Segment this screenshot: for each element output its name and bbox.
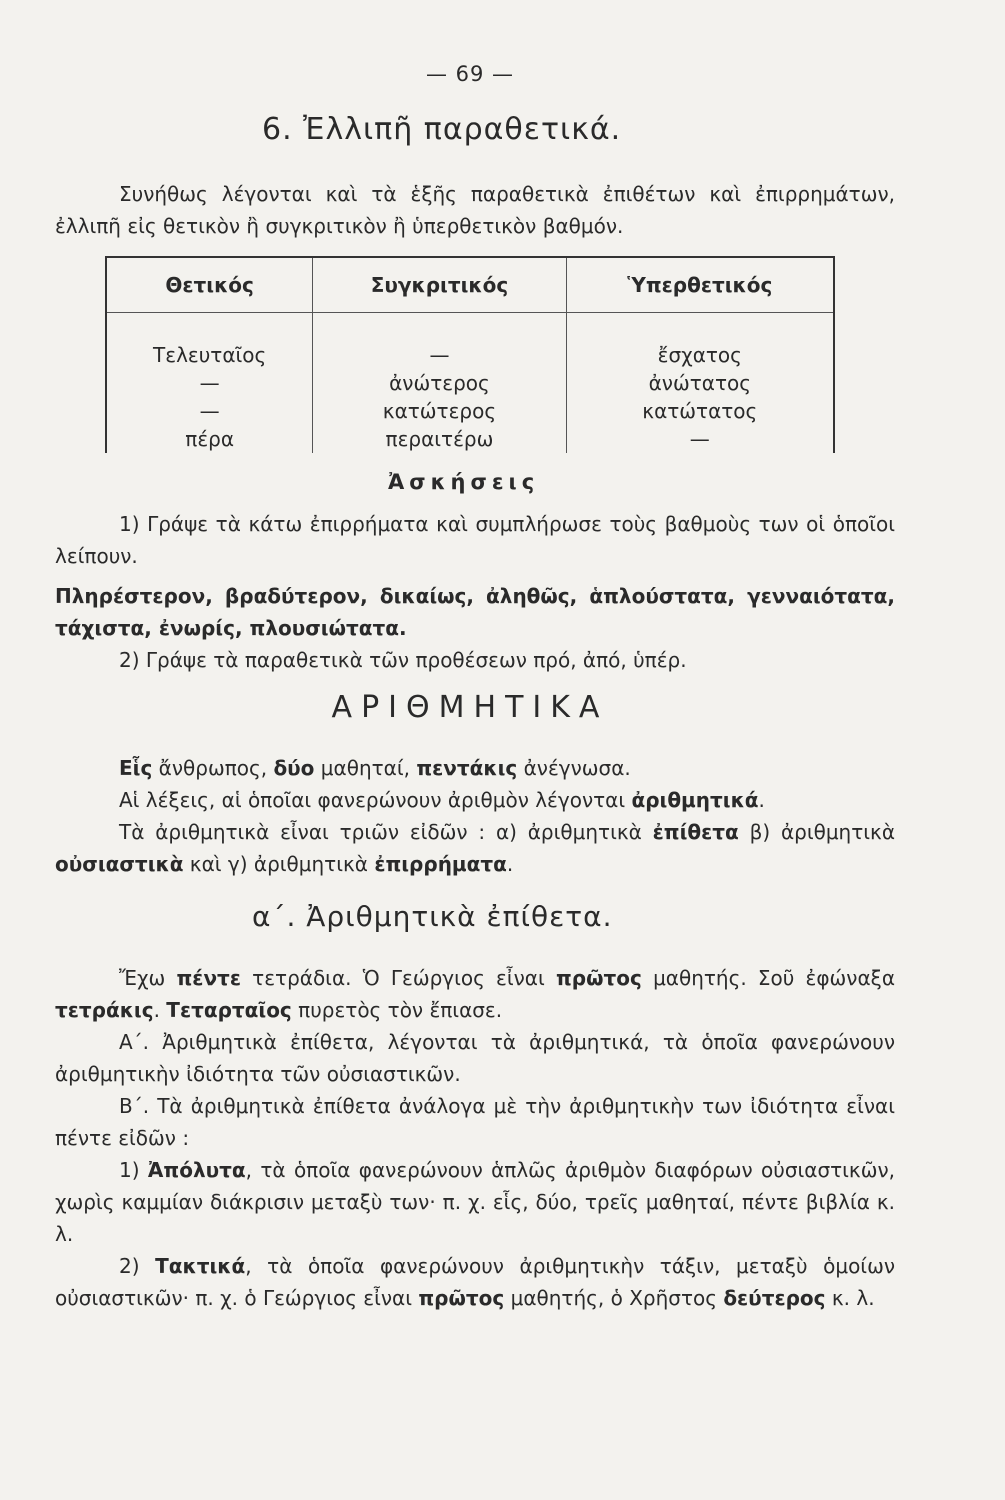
- exercise-1: 1) Γράψε τὰ κάτω ἐπιρρήματα καὶ συμπλήρωσε τοὺς βαθμοὺς των οἱ ὁποῖοι λείπουν.: [55, 512, 895, 568]
- table-cell: —: [106, 397, 313, 425]
- arith-line-2: Αἱ λέξεις, αἱ ὁποῖαι φανερώνουν ἀριθμὸν λέγονται ἀριθμητικά.: [119, 788, 765, 812]
- table-cell: κατώτατος: [566, 397, 834, 425]
- table-cell: ἀνώτατος: [566, 369, 834, 397]
- table-cell: ἔσχατος: [566, 341, 834, 369]
- arithmetika-title: ΑΡΙΘΜΗΤΙΚΑ: [331, 690, 609, 725]
- table-cell: —: [313, 341, 566, 369]
- section-title: 6. Ἐλλιπῆ παραθετικά.: [262, 112, 622, 147]
- table-row: [106, 425, 834, 453]
- arith-line-3: Τὰ ἀριθμητικὰ εἶναι τριῶν εἰδῶν : α) ἀριθμητικὰ ἐπίθετα β) ἀριθμητικὰ οὐσιαστικὰ καὶ γ) ἀριθμητικὰ ἐπιρρήματα.: [55, 820, 896, 876]
- epitheta-kinds: Β΄. Τὰ ἀριθμητικὰ ἐπίθετα ἀνάλογα μὲ τὴν ἀριθμητικὴν των ἰδιότητα εἶναι πέντε εἰδῶν :: [55, 1094, 895, 1150]
- table-header-row: [106, 257, 834, 313]
- exercise-1-words: Πληρέστερον, βραδύτερον, δικαίως, ἀληθῶς, ἁπλούστατα, γενναιότατα, τάχιστα, ἐνωρίς, πλουσιώτατα.: [55, 584, 895, 640]
- exercises-title: Ἀσκήσεις: [388, 470, 540, 494]
- table-row: [106, 313, 834, 342]
- epitheta-taktika: 2) Τακτικά, τὰ ὁποῖα φανερώνουν ἀριθμητικὴν τάξιν, μεταξὺ ὁμοίων οὐσιαστικῶν· π. χ. ὁ Γεώργιος εἶναι πρῶτος μαθητής, ὁ Χρῆστος δεύτερος κ. λ.: [55, 1254, 895, 1310]
- table-header: Ὑπερθετικός: [566, 257, 834, 313]
- arithmetika-block: [55, 752, 895, 880]
- intro-text: Συνήθως λέγονται καὶ τὰ ἑξῆς παραθετικὰ ἐπιθέτων καὶ ἐπιρρημάτων, ἐλλιπῆ εἰς θετικὸν ἢ συγκριτικὸν ἢ ὑπερθετικὸν βαθμόν.: [55, 182, 895, 238]
- comparison-table: [105, 256, 835, 453]
- exercise-2: 2) Γράψε τὰ παραθετικὰ τῶν προθέσεων πρό, ἀπό, ὑπέρ.: [119, 648, 687, 672]
- table-cell: πέρα: [106, 425, 313, 453]
- exercises-block: [55, 508, 895, 676]
- arith-line-1: Εἷς ἄνθρωπος, δύο μαθηταί, πεντάκις ἀνέγνωσα.: [119, 756, 631, 780]
- table-row: [106, 369, 834, 397]
- table-cell: περαιτέρω: [313, 425, 566, 453]
- table-cell: κατώτερος: [313, 397, 566, 425]
- epitheta-title: α΄. Ἀριθμητικὰ ἐπίθετα.: [252, 900, 613, 933]
- table-row: [106, 341, 834, 369]
- epitheta-definition: Α΄. Ἀριθμητικὰ ἐπίθετα, λέγονται τὰ ἀριθμητικά, τὰ ὁποῖα φανερώνουν ἀριθμητικὴν ἰδιότητα τῶν οὐσιαστικῶν.: [55, 1030, 895, 1086]
- epitheta-example: Ἔχω πέντε τετράδια. Ὁ Γεώργιος εἶναι πρῶτος μαθητής. Σοῦ ἐφώναξα τετράκις. Τεταρταῖος πυρετὸς τὸν ἔπιασε.: [55, 966, 896, 1022]
- epitheta-block: [55, 962, 895, 1314]
- table-header: Θετικός: [106, 257, 313, 313]
- epitheta-apolyta: 1) Ἀπόλυτα, τὰ ὁποῖα φανερώνουν ἁπλῶς ἀριθμὸν διαφόρων οὐσιαστικῶν, χωρὶς καμμίαν διάκρισιν μεταξὺ των· π. χ. εἷς, δύο, τρεῖς μαθηταί, πέντε βιβλία κ. λ.: [55, 1158, 895, 1246]
- table-cell: ἀνώτερος: [313, 369, 566, 397]
- table-row: [106, 397, 834, 425]
- table-header: Συγκριτικός: [313, 257, 566, 313]
- table-cell: Τελευταῖος: [106, 341, 313, 369]
- table-cell: —: [566, 425, 834, 453]
- intro-paragraph: [55, 178, 895, 242]
- page-number: — 69 —: [425, 62, 515, 86]
- table-cell: —: [106, 369, 313, 397]
